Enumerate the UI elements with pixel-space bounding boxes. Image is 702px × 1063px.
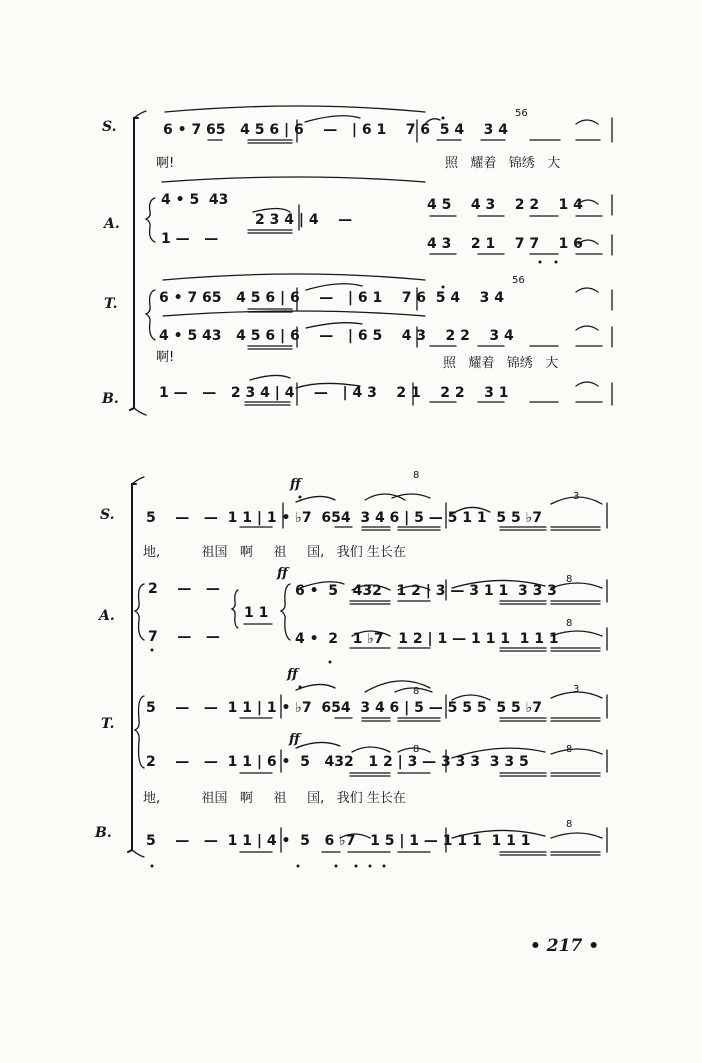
system1-bracket bbox=[130, 118, 138, 410]
soprano-notes-2: 5 — — 1 1 | 1 • ♭7 654 3 4 6 | 5 — 5 1 1 5 5 ♭7 bbox=[146, 510, 542, 526]
soprano-label-2: S. bbox=[100, 507, 115, 523]
soprano-triplet-mark: 3 bbox=[573, 491, 580, 502]
bass-octuplet-mark: 8 bbox=[566, 819, 573, 830]
tenor-lower-notes: 4 • 5 43 4 5 6 | 6 — | 6 5 4 3 2 2 3 4 bbox=[159, 328, 514, 344]
tenor-brace-1 bbox=[146, 290, 155, 340]
tenor-triplet-mark: 3 bbox=[573, 684, 580, 695]
alto-upper-octuplet: 8 bbox=[566, 574, 573, 585]
alto-joint-notes-2: 1 1 bbox=[244, 605, 269, 621]
tenor-dynamic-upper: ff bbox=[287, 667, 298, 682]
soprano-notes: 6 • 7 65 4 5 6 | 6 — | 6 1 7 6 5 4 3 4 bbox=[163, 122, 509, 138]
alto-label: A. bbox=[104, 216, 120, 232]
tenor-octuplet-mark: 8 bbox=[413, 686, 420, 697]
soprano-lyric-b: 照 耀着 锦绣 大 bbox=[445, 156, 561, 171]
alto-inner-brace-2 bbox=[232, 590, 238, 628]
tenor-label: T. bbox=[104, 296, 118, 312]
page-number: • 217 • bbox=[530, 936, 600, 956]
bass-notes-2: 5 — — 1 1 | 4 • 5 6 ♭7 1 5 | 1 — 1 1 1 1 1 1 bbox=[146, 833, 531, 849]
alto-lower-notes-2: 7 — — bbox=[148, 629, 220, 645]
tenor-upper-notes: 6 • 7 65 4 5 6 | 6 — | 6 1 7 6 5 4 3 4 bbox=[159, 290, 505, 306]
alto-bar-lower: 4 • 2 1 ♭7 1 2 | 1 — 1 1 1 1 1 1 bbox=[295, 631, 559, 647]
alto-inner-brace-3 bbox=[281, 584, 290, 640]
alto-dynamic: ff bbox=[277, 566, 288, 581]
tenor-lyrics-2: 地, 祖国 啊 祖 国, 我们 生长在 bbox=[143, 791, 406, 806]
tenor-lower-octuplet-2: 8 bbox=[566, 744, 573, 755]
alto-lower-octuplet: 8 bbox=[566, 618, 573, 629]
soprano-octuplet-mark: 8 bbox=[413, 470, 420, 481]
tenor-dynamic-lower: ff bbox=[289, 732, 300, 747]
alto-bar-upper: 6 • 5 432 1 2 | 3 — 3 1 1 3 3 3 bbox=[295, 583, 557, 599]
soprano-dynamic: ff bbox=[290, 477, 301, 492]
alto-label-2: A. bbox=[99, 608, 115, 624]
tenor-lower-octuplet: 8 bbox=[413, 744, 420, 755]
bass-label: B. bbox=[102, 391, 119, 407]
bass-label-2: B. bbox=[95, 825, 112, 841]
alto-brace-2 bbox=[135, 584, 144, 640]
tenor-lower-notes-2: 2 — — 1 1 | 6 • 5 432 1 2 | 3 — 3 3 3 3 3 5 bbox=[146, 754, 529, 770]
alto-upper-notes: 4 • 5 43 bbox=[161, 192, 229, 208]
tenor-lyric-b: 照 耀着 锦绣 大 bbox=[443, 356, 559, 371]
soprano-label: S. bbox=[102, 119, 117, 135]
tenor-lyric-a: 啊! bbox=[156, 350, 175, 365]
bass-notes: 1 — — 2 3 4 | 4 — | 4 3 2 1 2 2 3 1 bbox=[159, 385, 509, 401]
soprano-lyric-a: 啊! bbox=[156, 156, 175, 171]
tenor-brace-2 bbox=[135, 696, 144, 768]
soprano-grace-notes: 56 bbox=[515, 108, 528, 119]
tenor-label-2: T. bbox=[101, 716, 115, 732]
alto-bar2-upper: 4 5 4 3 2 2 1 4 bbox=[427, 197, 583, 213]
alto-lower-notes: 1 — — bbox=[161, 231, 219, 247]
alto-brace-1 bbox=[146, 198, 155, 242]
alto-bar2-lower: 4 3 2 1 7 7 1 6 bbox=[427, 236, 583, 252]
alto-upper-notes-2: 2 — — bbox=[148, 581, 220, 597]
soprano-lyrics-2: 地, 祖国 啊 祖 国, 我们 生长在 bbox=[143, 545, 406, 560]
alto-joint-notes: 2 3 4 | 4 — bbox=[255, 212, 353, 228]
tenor-upper-notes-2: 5 — — 1 1 | 1 • ♭7 654 3 4 6 | 5 — 5 5 5 5 5 ♭7 bbox=[146, 700, 542, 716]
system2-bracket bbox=[128, 484, 136, 852]
tenor-grace-notes: 56 bbox=[512, 275, 525, 286]
